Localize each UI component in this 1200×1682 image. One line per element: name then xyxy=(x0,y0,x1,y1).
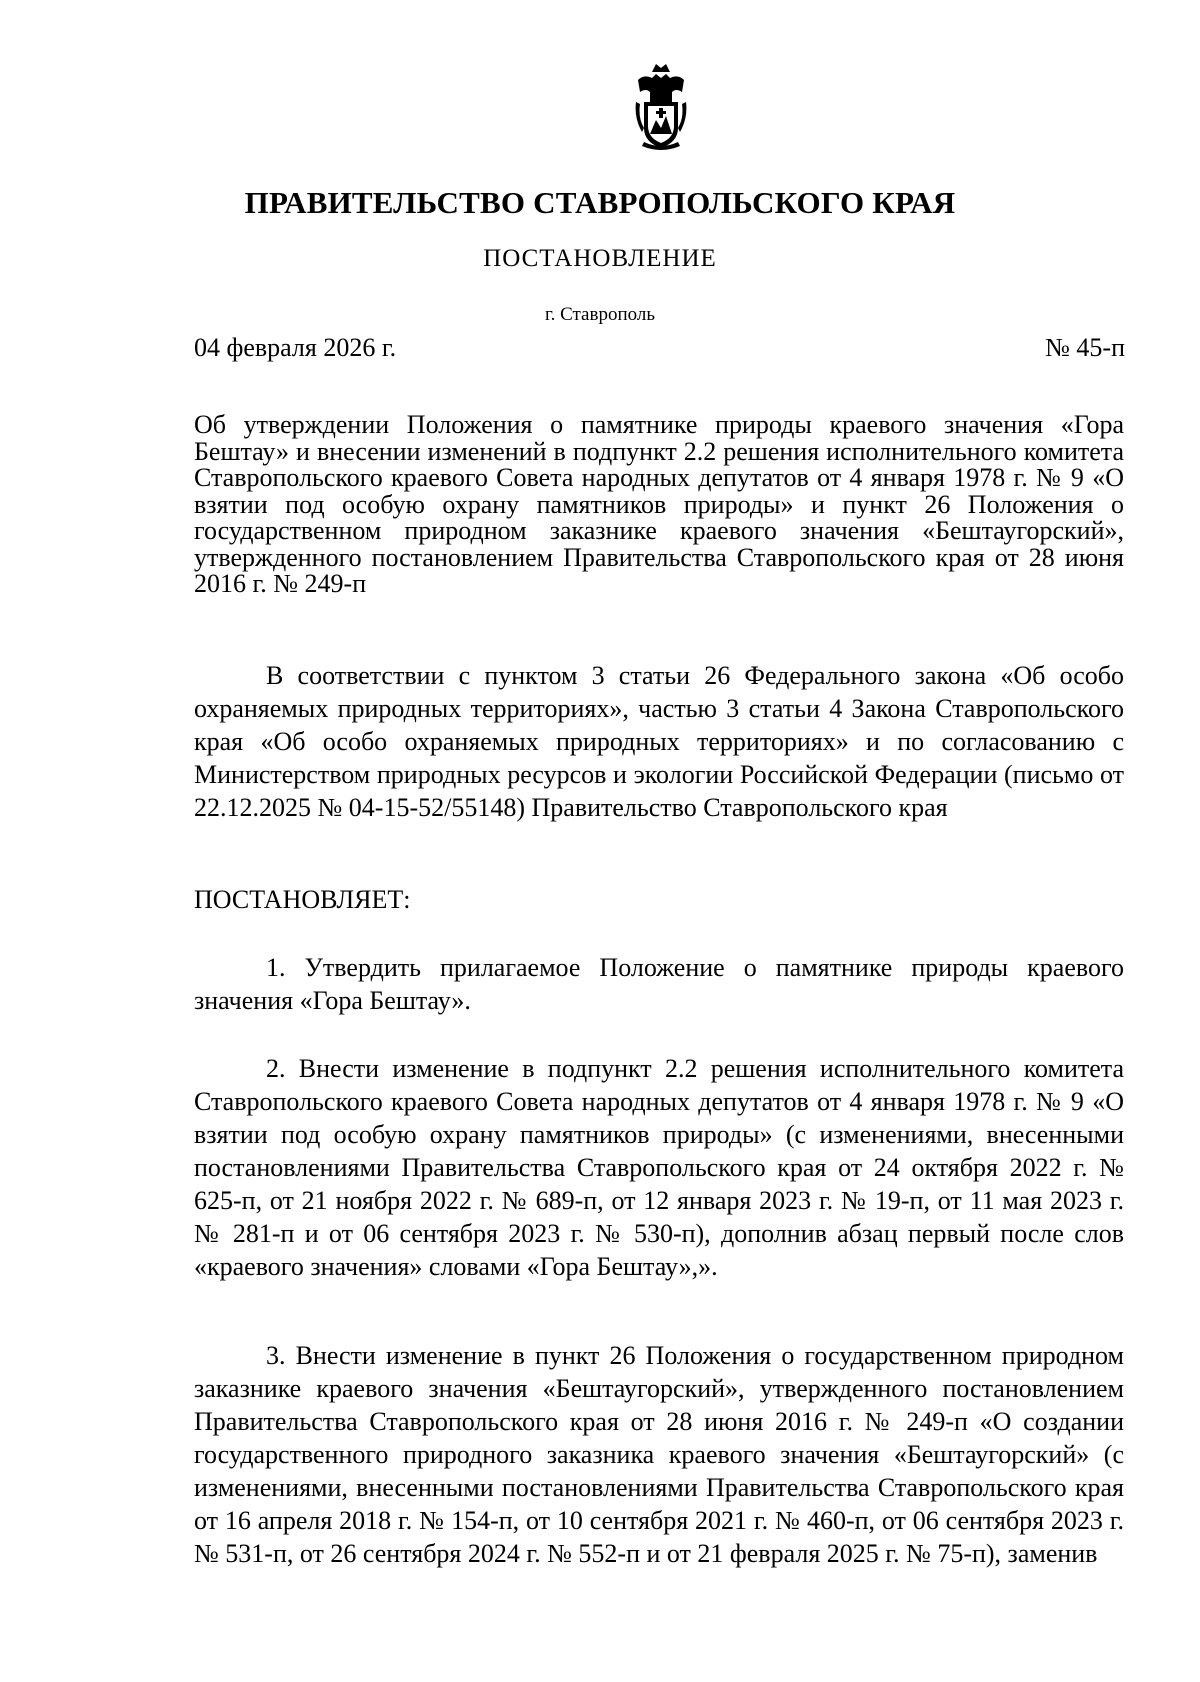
document-title: Об утверждении Положения о памятнике природы краевого значения «Гора Бештау» и внесении изменений в подпункт 2.2 решения исполнительного комитета Ставропольского краевого Совета народных депутатов от 4 января 1978 г. № 9 «О взятии под особую охрану памятников природы» и пункт 26 Положения о государственном природном заказнике краевого значения «Бештаугорский», утвержденного постановлением Правительства Ставропольского края от 28 июня 2016 г. № 249-п xyxy=(194,410,1124,598)
document-type: ПОСТАНОВЛЕНИЕ xyxy=(483,245,717,272)
resolves-heading: ПОСТАНОВЛЯЕТ: xyxy=(194,885,411,914)
document-number: № 45-п xyxy=(1045,333,1125,362)
clause-3-text: 3. Внести изменение в пункт 26 Положения о государственном природном заказнике краевого значения «Бештаугорский», утвержденного постановлением Правительства Ставропольского края от 28 июня 2016 г. № 249-п «О создании государственного природного заказника краевого значения «Бештаугорский» (с изменениями, внесенными постановлениями Правительства Ставропольского края от 16 апреля 2018 г. № 154-п, от 10 сентября 2021 г. № 460-п, от 06 сентября 2023 г. № 531-п, от 26 сентября 2024 г. № 552-п и от 21 февраля 2025 г. № 75-п), заменив xyxy=(194,1341,1124,1568)
preamble-text: В соответствии с пунктом 3 статьи 26 Федерального закона «Об особо охраняемых природных территориях», частью 3 статьи 4 Закона Ставропольского края «Об особо охраняемых природных территориях» и по согласованию с Министерством природных ресурсов и экологии Российской Федерации (письмо от 22.12.2025 № 04-15-52/55148) Правительство Ставропольского края xyxy=(194,661,1124,822)
clause-1-text: 1. Утвердить прилагаемое Положение о памятнике природы краевого значения «Гора Бештау». xyxy=(194,953,1124,1015)
clause-1 xyxy=(194,951,1124,1017)
document-date: 04 февраля 2026 г. xyxy=(194,333,397,362)
clause-3 xyxy=(194,1339,1124,1570)
organization-heading: ПРАВИТЕЛЬСТВО СТАВРОПОЛЬСКОГО КРАЯ xyxy=(244,185,956,220)
clause-2 xyxy=(194,1052,1124,1283)
city-label: г. Ставрополь xyxy=(544,304,656,325)
clause-2-text: 2. Внести изменение в подпункт 2.2 решения исполнительного комитета Ставропольского краевого Совета народных депутатов от 4 января 1978 г. № 9 «О взятии под особую охрану памятников природы» (с изменениями, внесенными постановлениями Правительства Ставропольского края от 24 октября 2022 г. № 625-п, от 21 ноября 2022 г. № 689-п, от 12 января 2023 г. № 19-п, от 11 мая 2023 г. № 281-п и от 06 сентября 2023 г. № 530-п), дополнив абзац первый после слов «краевого значения» словами «Гора Бештау»,». xyxy=(194,1054,1124,1281)
coat-of-arms-icon xyxy=(632,62,690,154)
preamble-paragraph xyxy=(194,659,1124,824)
